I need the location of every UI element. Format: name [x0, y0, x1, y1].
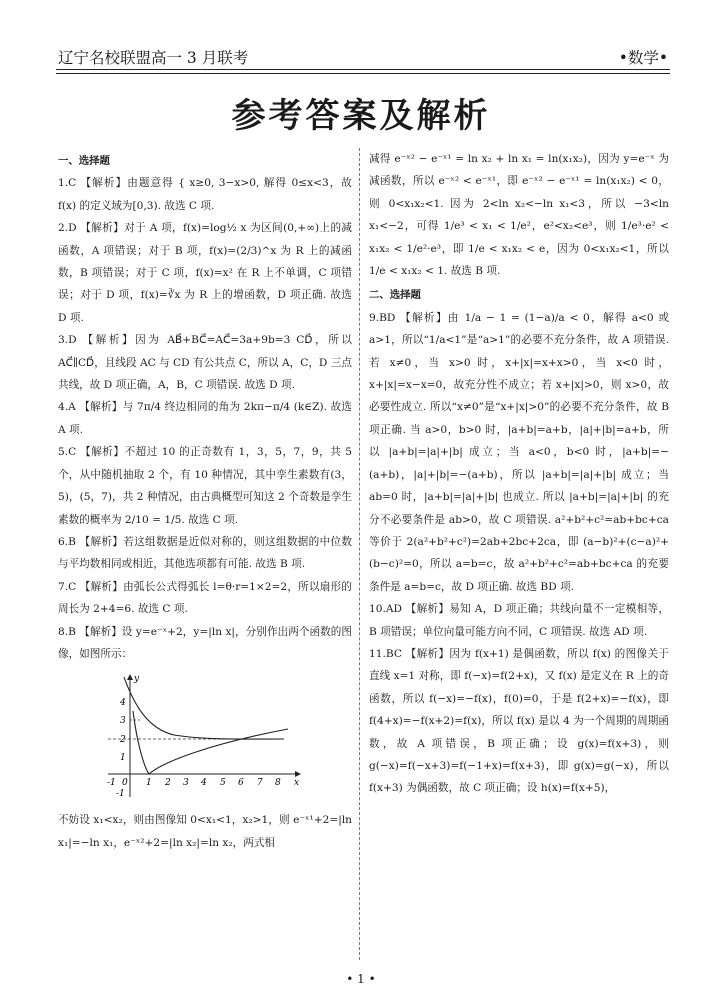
x-tick-2: 2: [165, 778, 171, 789]
answer-8-continued: 不妨设 x₁<x₂，则由图像知 0<x₁<1，x₂>1，则 e⁻ˣ¹+2=|ln x₁|=−ln x₁，e⁻ˣ²+2=|ln x₂|=ln x₂，两式相: [58, 814, 352, 849]
answer-6: 6.B 【解析】若这组数据是近似对称的，则这组数据的中位数与平均数相同或相近，其他选项都有可能. 故选 B 项.: [58, 535, 352, 571]
x-tick-4: 4: [201, 778, 207, 789]
header-rule-thick: [56, 69, 670, 70]
curve-abs-ln: [133, 711, 288, 774]
x-axis-label: x: [294, 778, 300, 789]
x-tick-8: 8: [275, 778, 281, 789]
x-tick-3: 3: [183, 778, 189, 789]
section-heading-1: 一、选择题: [58, 155, 110, 167]
answer-2: 2.D 【解析】对于 A 项，f(x)=log½ x 为区间(0,+∞)上的减函数，A 项错误；对于 B 项，f(x)=(2/3)^x 为 R 上的减函数，B 项错误；对于 C 项，f(x)=x² 在 R 上不单调，C 项错误；对于 D 项，f(x)=∛x 为 R 上的增函数，D 项正确. 故选 D 项.: [58, 222, 352, 324]
curve-exp: [124, 677, 284, 739]
answer-3: 3.D 【解析】因为 AB⃗+BC⃗=AC⃗=3a+9b=3 CD⃗，所以 AC⃗∥CD⃗，且线段 AC 与 CD 有公共点 C，所以 A，C，D 三点共线，故 D 项正确，A，B，C 项错误. 故选 D 项.: [58, 334, 352, 392]
right-column: [369, 148, 669, 800]
answer-8: 8.B 【解析】设 y=e⁻ˣ+2，y=|ln x|，分别作出两个函数的图像，如图所示：: [58, 625, 352, 660]
function-graph: [104, 671, 304, 801]
column-divider: [359, 148, 360, 960]
header-rule-thin: [56, 73, 670, 74]
answer-7: 7.C 【解析】由弧长公式得弧长 l=θ·r=1×2=2，所以扇形的周长为 2+4=6. 故选 C 项.: [58, 580, 352, 616]
x-tick-0: 0: [122, 778, 128, 789]
y-tick-2: 2: [120, 735, 126, 746]
x-tick-minus1: -1: [107, 778, 116, 789]
answer-1: 1.C 【解析】由题意得 { x≥0, 3−x>0, 解得 0≤x<3，故 f(x) 的定义域为[0,3). 故选 C 项.: [58, 177, 352, 212]
answer-10: 10.AD 【解析】易知 A，D 项正确；共线向量不一定模相等，B 项错误；单位向量可能方向不同，C 项错误. 故选 AD 项.: [369, 603, 669, 638]
y-tick-1: 1: [120, 753, 126, 764]
left-column: [58, 148, 352, 854]
y-tick-minus1: -1: [116, 789, 125, 800]
page-number: • 1 •: [346, 972, 376, 986]
x-tick-7: 7: [257, 778, 263, 789]
x-tick-1: 1: [146, 778, 152, 789]
x-tick-5: 5: [220, 778, 226, 789]
answer-4: 4.A 【解析】与 7π/4 终边相同的角为 2kπ−π/4 (k∈Z). 故选 A 项.: [58, 401, 352, 436]
answer-9: 9.BD 【解析】由 1/a − 1 = (1−a)/a < 0，解得 a<0 或 a>1，所以“1/a<1”是“a>1”的必要不充分条件，故 A 项错误. 若 x≠0，当 x>0 时，x+|x|=x+x>0，当 x<0 时，x+|x|=x−x=0，故充分性不成立；若 x+|x|>0，则 x>0，故必要性成立. 所以“x≠0”是“x+|x|>0”的必要不充分条件，故 B 项正确. 当 a>0，b>0 时，|a+b|=a+b，|a|+|b|=a+b，所以 |a+b|=|a|+|b| 成立；当 a<0，b<0 时，|a+b|=−(a+b)，|a|+|b|=−(a+b)，所以 |a+b|=|a|+|b| 成立；当 ab=0 时，|a+b|=|a|+|b| 也成立. 所以 |a+b|=|a|+|b| 的充分不必要条件是 ab>0，故 C 项错误. a²+b²+c²=ab+bc+ca 等价于 2(a²+b²+c²)=2ab+2bc+2ca，即 (a−b)²+(c−a)²+(b−c)²=0，所以 a=b=c，故 a²+b²+c²=ab+bc+ca 的充要条件是 a=b=c，故 D 项正确. 故选 BD 项.: [369, 311, 669, 593]
answer-11: 11.BC 【解析】因为 f(x+1) 是偶函数，所以 f(x) 的图像关于直线 x=1 对称，即 f(−x)=f(2+x)，又 f(x) 是定义在 R 上的奇函数，所以 f(−x)=−f(x)，f(0)=0，于是 f(2+x)=−f(x)，即 f(4+x)=−f(x+2)=f(x)，所以 f(x) 是以 4 为一个周期的周期函数，故 A 项错误，B 项正确；设 g(x)=f(x+3)，则 g(−x)=f(−x+3)=f(−1+x)=f(x+3)，即 g(x)=g(−x)，所以 f(x+3) 为偶函数，故 C 项正确；设 h(x)=f(x+5)，: [369, 647, 669, 795]
header-title: 辽宁名校联盟高一 3 月联考: [58, 49, 249, 67]
y-tick-3: 3: [120, 716, 126, 727]
answer-8-conclusion: 减得 e⁻ˣ² − e⁻ˣ¹ = ln x₂ + ln x₁ = ln(x₁x₂)，因为 y=e⁻ˣ 为减函数，所以 e⁻ˣ² < e⁻ˣ¹，即 e⁻ˣ² − e⁻ˣ¹ = ln(x₁x₂) < 0，则 0<x₁x₂<1. 因为 2<ln x₂<−ln x₁<3，所以 −3<ln x₁<−2，可得 1/e³ < x₁ < 1/e²，e²<x₂<e³，则 1/e³·e² < x₁x₂ < 1/e²·e³，即 1/e < x₁x₂ < e，因为 0<x₁x₂<1，所以 1/e < x₁x₂ < 1. 故选 B 项.: [369, 153, 669, 278]
y-axis-label: y: [134, 674, 140, 685]
answer-5: 5.C 【解析】不超过 10 的正奇数有 1，3，5，7，9，共 5 个，从中随机抽取 2 个，有 10 种情况，其中孪生素数有(3，5)，(5，7)，共 2 种情况，由古典概型可知这 2 个奇数是孪生素数的概率为 2/10 = 1/5. 故选 C 项.: [58, 446, 352, 526]
y-tick-4: 4: [120, 698, 126, 709]
x-tick-6: 6: [238, 778, 244, 789]
page-title: 参考答案及解析: [231, 96, 491, 136]
section-heading-2: 二、选择题: [369, 289, 421, 302]
header-subject: •数学•: [618, 49, 668, 67]
